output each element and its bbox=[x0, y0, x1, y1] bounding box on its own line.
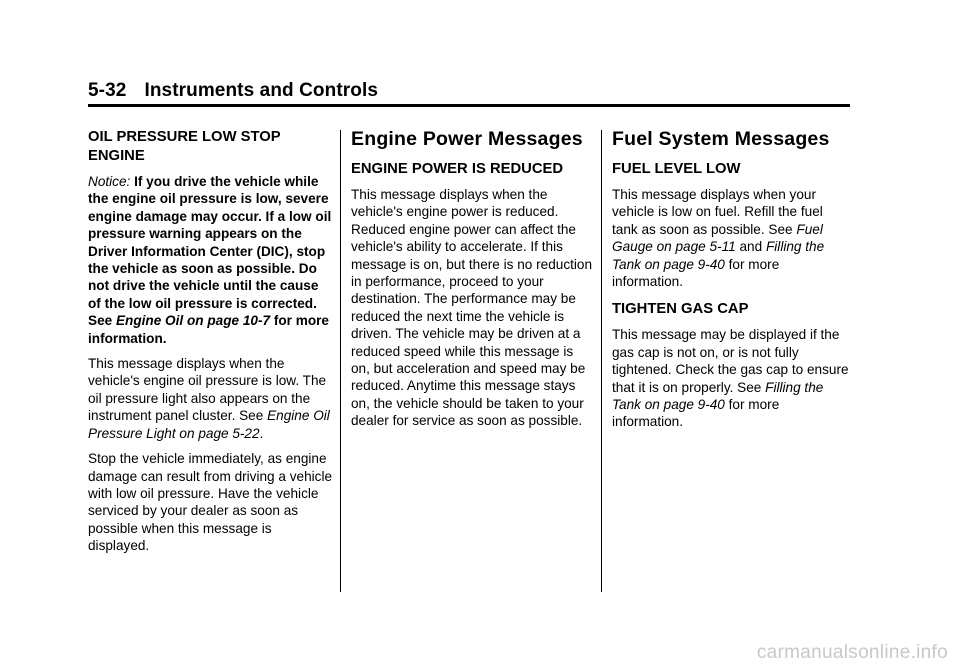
watermark: carmanualsonline.info bbox=[756, 642, 948, 663]
link-engine-oil[interactable]: Engine Oil on page 10-7 bbox=[115, 313, 271, 329]
column-divider-left bbox=[340, 130, 341, 592]
gas-cap-text: This message may be displayed if the gas cap is not on, or is not fully tightened. Check the gas cap to ensure that it is on properly. See bbox=[612, 327, 849, 395]
gas-cap-tail: for more information. bbox=[612, 397, 780, 430]
link-filling-tank[interactable]: Filling the Tank on page 9-40 bbox=[612, 239, 825, 272]
section-title: Instruments and Controls bbox=[144, 80, 379, 101]
oil-pressure-description bbox=[88, 355, 333, 442]
fuel-level-description bbox=[612, 186, 852, 290]
gas-cap-description bbox=[612, 326, 852, 430]
heading-oil-pressure-low: OIL PRESSURE LOW STOP ENGINE bbox=[88, 129, 281, 164]
oil-pressure-instructions: Stop the vehicle immediately, as engine damage can result from driving a vehicle with low oil pressure. Have the vehicle serviced by your dealer as soon as possible when this message is displayed. bbox=[88, 451, 333, 554]
link-filling-tank-2[interactable]: Filling the Tank on page 9-40 bbox=[612, 379, 824, 413]
column-engine-power bbox=[351, 127, 593, 438]
fuel-level-tail: for more information. bbox=[612, 256, 780, 290]
heading-engine-power-reduced: ENGINE POWER IS REDUCED bbox=[351, 161, 564, 177]
fuel-level-text: This message displays when your vehicle is low on fuel. Refill the fuel tank as soon as possible. See bbox=[612, 187, 823, 237]
section-fuel-system-messages: Fuel System Messages bbox=[612, 128, 830, 150]
page-header bbox=[88, 80, 378, 102]
heading-tighten-gas-cap: TIGHTEN GAS CAP bbox=[612, 301, 749, 318]
notice-text: If you drive the vehicle while the engine oil pressure is low, severe engine damage may occur. If a low oil pressure warning appears on the Driver Information Center (DIC), stop the vehicle as soon as possible. Do not drive the vehicle until the cause of the low oil pressure is corrected. See bbox=[88, 174, 332, 329]
oil-pressure-text: This message displays when the vehicle's engine oil pressure is low. The oil pressure light also appears on the instrument panel cluster. See bbox=[88, 356, 327, 424]
notice-label: Notice: bbox=[88, 174, 131, 189]
engine-power-description: This message displays when the vehicle's engine power is reduced. Reduced engine power can affect the vehicle's ability to accelerate. If this message is on, but there is no reduction in performance, proceed to your destination. The performance may be reduced the next time the vehicle is driven. The vehicle may be driven at a reduced speed while this message is on, but acceleration and speed may be reduced. Anytime this message stays on, the vehicle should be taken to your dealer for service as soon as possible. bbox=[351, 187, 593, 429]
fuel-level-mid: and bbox=[739, 239, 763, 255]
column-divider-right bbox=[601, 130, 602, 592]
notice-tail: for more information. bbox=[88, 313, 329, 346]
link-fuel-gauge[interactable]: Fuel Gauge on page 5-11 bbox=[612, 221, 823, 255]
section-engine-power-messages: Engine Power Messages bbox=[351, 128, 583, 150]
notice-paragraph bbox=[88, 173, 333, 347]
link-oil-pressure-light[interactable]: Engine Oil Pressure Light on page 5-22 bbox=[88, 408, 330, 441]
heading-fuel-level-low: FUEL LEVEL LOW bbox=[612, 161, 741, 177]
column-fuel-system bbox=[612, 127, 852, 439]
page-number: 5-32 bbox=[88, 80, 127, 101]
header-rule bbox=[88, 104, 850, 107]
column-oil-pressure bbox=[88, 127, 333, 563]
oil-pressure-tail: . bbox=[259, 425, 264, 441]
